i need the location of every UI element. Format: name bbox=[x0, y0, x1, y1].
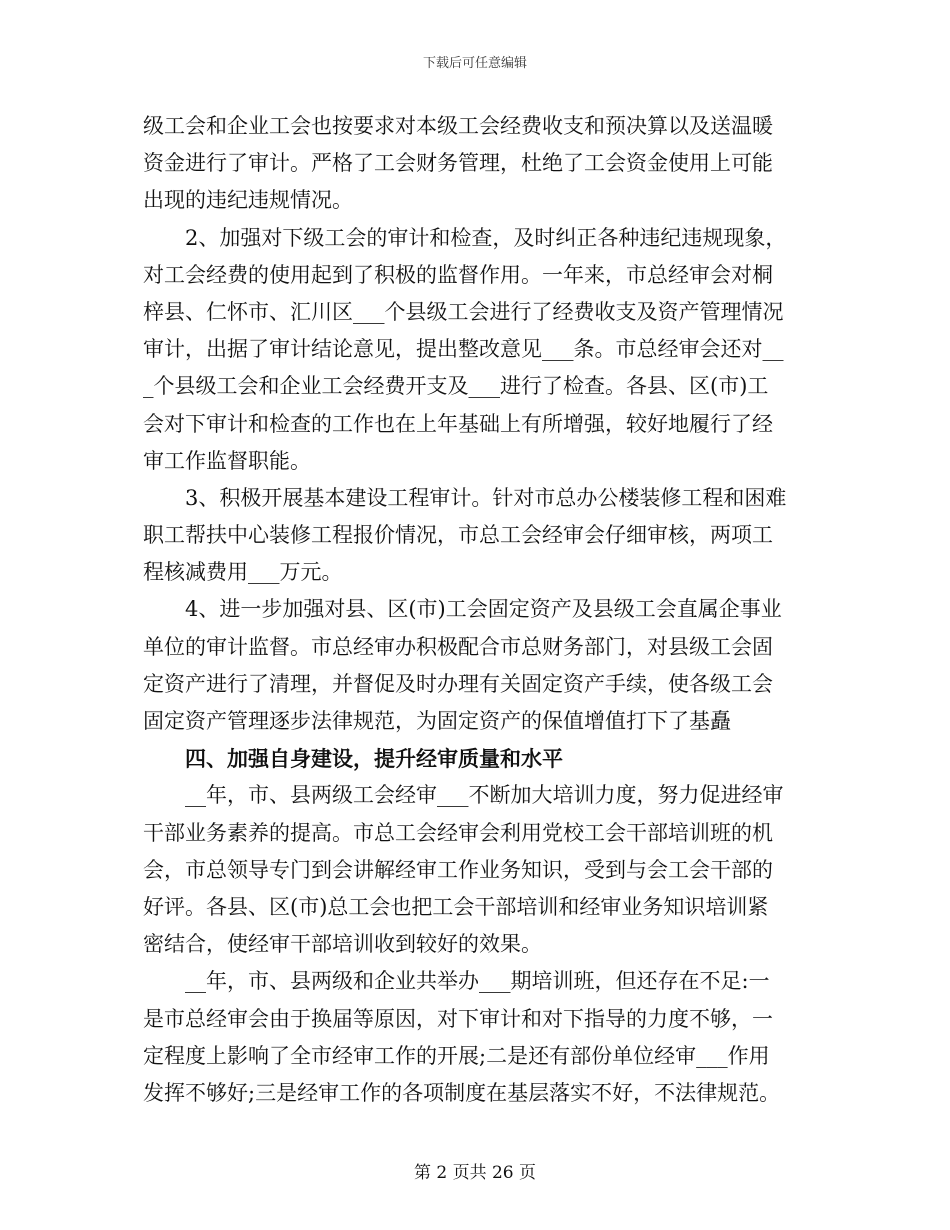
text-line: 定资产进行了清理，并督促及时办理有关固定资产手续，使各级工会 bbox=[143, 671, 773, 696]
text-line: 出现的违纪违规情况。 bbox=[143, 188, 353, 213]
section-heading: 四、加强自身建设，提升经审质量和水平 bbox=[185, 746, 563, 772]
text-line: 职工帮扶中心装修工程报价情况，市总工会经审会仔细审核，两项工 bbox=[143, 523, 773, 548]
text-line: 定程度上影响了全市经审工作的开展;二是还有部份单位经审___作用 bbox=[143, 1043, 770, 1068]
text-line: __年，市、县两级工会经审___不断加大培训力度，努力促进经审 bbox=[185, 783, 784, 808]
text-line: __年，市、县两级和企业共举办___期培训班，但还存在不足:一 bbox=[185, 969, 770, 994]
text-line: 梓县、仁怀市、汇川区___个县级工会进行了经费收支及资产管理情况 bbox=[143, 299, 784, 324]
text-line: 审工作监督职能。 bbox=[143, 448, 311, 473]
text-line: 程核减费用___万元。 bbox=[143, 560, 343, 585]
text-line: _个县级工会和企业工会经费开支及___进行了检查。各县、区(市)工 bbox=[143, 374, 769, 399]
text-line: 审计，出据了审计结论意见，提出整改意见___条。市总经审会还对__ bbox=[143, 337, 784, 362]
text-line: 是市总经审会由于换届等原因，对下审计和对下指导的力度不够，一 bbox=[143, 1006, 773, 1031]
text-line: 资金进行了审计。严格了工会财务管理，杜绝了工会资金使用上可能 bbox=[143, 151, 773, 176]
text-line: 3、积极开展基本建设工程审计。针对市总办公楼装修工程和困难 bbox=[185, 485, 787, 510]
text-line: 固定资产管理逐步法律规范，为固定资产的保值增值打下了基矗 bbox=[143, 709, 731, 733]
text-line: 单位的审计监督。市总经审办积极配合市总财务部门，对县级工会固 bbox=[143, 634, 773, 659]
text-line: 发挥不够好;三是经审工作的各项制度在基层落实不好，不法律规范。 bbox=[143, 1080, 781, 1105]
text-line: 4、进一步加强对县、区(市)工会固定资产及县级工会直属企事业 bbox=[185, 597, 782, 622]
text-line: 好评。各县、区(市)总工会也把工会干部培训和经审业务知识培训紧 bbox=[143, 894, 769, 919]
page-number: 第 2 页共 26 页 bbox=[413, 1163, 537, 1183]
page-header: 下载后可任意编辑 bbox=[422, 56, 527, 71]
text-line: 级工会和企业工会也按要求对本级工会经费收支和预决算以及送温暖 bbox=[143, 114, 773, 138]
text-line: 密结合，使经审干部培训收到较好的效果。 bbox=[143, 932, 542, 957]
text-line: 会对下审计和检查的工作也在上年基础上有所增强，较好地履行了经 bbox=[143, 411, 773, 436]
text-line: 2、加强对下级工会的审计和检查，及时纠正各种违纪违规现象， bbox=[185, 225, 787, 250]
text-line: 对工会经费的使用起到了积极的监督作用。一年来，市总经审会对桐 bbox=[143, 262, 773, 287]
text-line: 会，市总领导专门到会讲解经审工作业务知识，受到与会工会干部的 bbox=[143, 857, 773, 882]
text-line: 干部业务素养的提高。市总工会经审会利用党校工会干部培训班的机 bbox=[143, 820, 773, 845]
document-body bbox=[143, 108, 813, 1112]
